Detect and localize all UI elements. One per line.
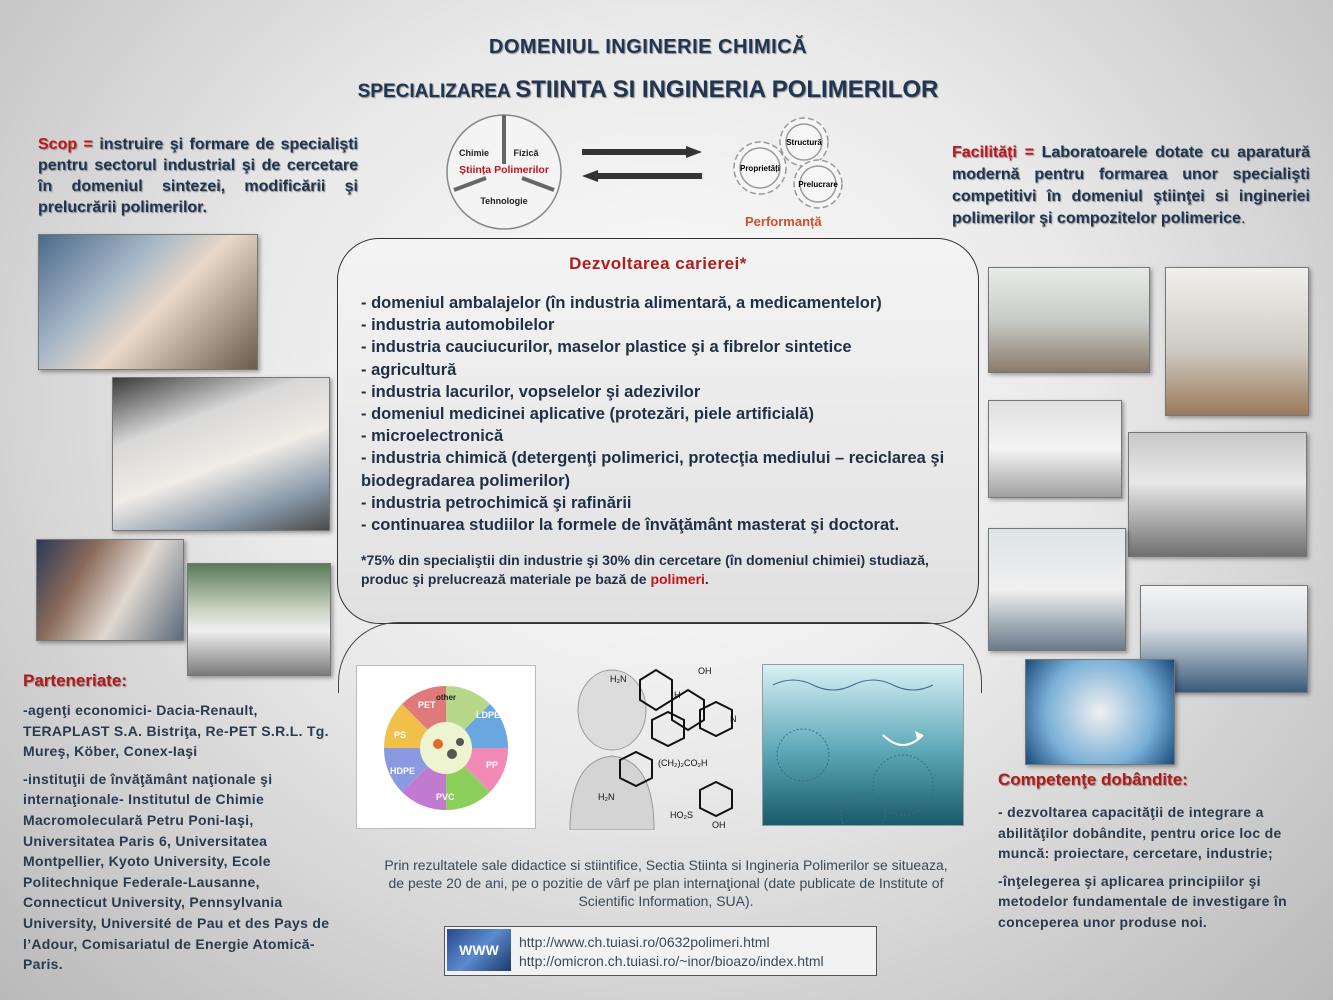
career-note <box>361 551 961 589</box>
gear-prelucrare: Prelucrare <box>798 180 838 189</box>
lab-photo-3 <box>36 539 184 641</box>
list-item: - domeniul ambalajelor (în industria alimentară, a medicamentelor) <box>361 294 882 312</box>
diagram-center: Știința Polimerilor <box>459 164 549 176</box>
competente-text <box>998 802 1298 933</box>
science-circle-diagram <box>444 112 564 232</box>
equipment-photo-3 <box>988 400 1122 498</box>
list-item: - industria cauciucurilor, maselor plastice şi a fibrelor sintetice <box>361 338 852 357</box>
career-list <box>361 292 971 536</box>
facilitati-end: . <box>1240 210 1246 227</box>
competente-p1: - dezvoltarea capacităţii de integrare a abilităţilor dobândite, pentru orice loc de muncă: proiectare, cercetare, industrie; <box>998 804 1282 862</box>
wheel-hdpe: HDPE <box>390 766 416 776</box>
parteneriate-p2: -instituţii de învăţământ naţionale şi internaţionale- Institutul de Chimie Macromoleculară Petru Poni-Iaşi, Universitatea Paris 6, Universitatea Montpellier, Kyoto University, Ecole Politechnique Federale-Lausanne, Connecticut University, Pennsylvania University, Université de Pau et des Pays de l’Adour, Comisariatul de Energie Atomică-Paris. <box>23 770 330 973</box>
list-item: - agricultură <box>361 360 457 379</box>
equipment-photo-2 <box>1165 267 1309 416</box>
equipment-photo-5 <box>988 528 1126 651</box>
equipment-photo-7 <box>1025 659 1175 765</box>
facilitati-eq: = <box>1024 144 1034 161</box>
subtitle-prefix: SPECIALIZAREA <box>357 81 516 102</box>
scop-text: instruire şi formare de specialişti pentru sectorul industrial şi de cercetare în domeniul sintezei, modificării şi prelucrării polimerilor. <box>38 136 358 216</box>
parteneriate-p1: -agenţi economici- Dacia-Renault, TERAPLAST S.A. Bistriţa, Re-PET S.R.L. Tg. Mureş, Köber, Conex-Iaşi <box>23 702 329 760</box>
result-paragraph: Prin rezultatele sale didactice si stiintifice, Sectia Stiinta si Ingineria Polimerilor se situeaza, de peste 20 de ani, pe o pozitie de vârf pe plan internaţional (date publicate de Institute of Scientific Information, SUA). <box>384 857 948 909</box>
molecule-label-1: H₂N <box>610 674 627 684</box>
molecule-label-2: OH <box>698 666 712 676</box>
link-bioazo[interactable]: http://omicron.ch.tuiasi.ro/~inor/bioazo/index.html <box>519 953 824 969</box>
plastics-wheel-image <box>356 665 536 829</box>
wheel-pvc: PVC <box>436 792 455 802</box>
molecule-label-5: H₂N <box>598 792 615 802</box>
molecule-label-6: HO₂S <box>670 810 693 820</box>
equipment-photo-4 <box>1128 432 1307 557</box>
arrow-right-icon <box>582 146 702 158</box>
scop-label: Scop <box>38 136 78 153</box>
wheel-other: other <box>436 693 456 702</box>
parteneriate-text <box>23 700 343 975</box>
performanta-label: Performanță <box>745 214 822 229</box>
competente-p2: -înţelegerea şi aplicarea principiilor şi metodelor fundamentale de investigare în conceperea unor produse noi. <box>998 872 1287 930</box>
scop-eq: = <box>83 136 93 153</box>
diagram-tehnologie: Tehnologie <box>480 196 528 206</box>
page-subtitle <box>0 76 1296 104</box>
career-note-text: *75% din specialiştii din industrie şi 30% din cercetare (în domeniul chimiei) studiază, produc şi prelucrează materiale pe bază de <box>361 552 929 587</box>
scop-paragraph <box>38 134 358 218</box>
list-item: - microelectronică <box>361 427 504 446</box>
facilitati-label: Facilități <box>952 144 1017 161</box>
gears-icon <box>722 112 862 216</box>
facilitati-text: Laboratoarele dotate cu aparatură modernă pentru formarea unor specialişti competitivi în domeniul ştiinţei si ingineriei polimerilor şi compozitelor polimerice <box>952 144 1310 227</box>
facilitati-paragraph <box>952 142 1310 230</box>
lab-photo-2 <box>112 377 330 531</box>
wheel-pp: PP <box>486 760 499 770</box>
career-note-end: . <box>704 571 709 587</box>
gear-structura: Structură <box>786 138 822 147</box>
gear-proprietati: Proprietăți <box>739 164 781 173</box>
career-title: Dezvoltarea carierei* <box>569 254 747 273</box>
wheel-ps: PS <box>394 730 407 740</box>
molecule-label-8: H <box>674 690 681 700</box>
parteneriate-title: Parteneriate: <box>23 671 127 690</box>
lab-photo-4 <box>187 563 331 676</box>
wheel-pet: PET <box>418 700 436 710</box>
www-logo-icon: WWW <box>447 929 511 971</box>
list-item: - industria automobilelor <box>361 316 555 335</box>
diagram-chimie: Chimie <box>458 148 490 158</box>
arrow-left-icon <box>582 170 702 182</box>
list-item: - continuarea studiilor la formele de învăţământ masterat şi doctorat. <box>361 516 900 535</box>
molecule-label-4: (CH₂)₂CO₂H <box>658 758 708 768</box>
molecule-label-7: OH <box>712 820 726 830</box>
list-item: - industria chimică (detergenţi polimerici, protecţia mediului – reciclarea şi biodegradarea polimerilor) <box>361 449 945 490</box>
link-polimeri[interactable]: http://www.ch.tuiasi.ro/0632polimeri.html <box>519 934 770 950</box>
equipment-photo-1 <box>988 267 1150 373</box>
page-title: DOMENIUL INGINERIE CHIMICĂ <box>488 36 808 58</box>
subtitle-main: STIINTA SI INGINERIA POLIMERILOR <box>515 76 939 103</box>
list-item: - industria lacurilor, vopselelor şi adezivilor <box>361 382 701 401</box>
molecule-label-3: N <box>730 714 737 724</box>
list-item: - domeniul medicinei aplicative (protezări, piele artificială) <box>361 405 814 424</box>
list-item: - industria petrochimică şi rafinării <box>361 493 632 512</box>
competente-title: Competenţe dobândite: <box>998 770 1188 789</box>
polymer-micelle-image <box>762 664 964 826</box>
career-note-highlight: polimeri <box>650 571 705 587</box>
wheel-ldpe: LDPE <box>476 710 501 720</box>
molecule-figure-image <box>560 660 750 830</box>
diagram-fizica: Fizică <box>513 148 539 158</box>
lab-photo-1 <box>38 234 258 370</box>
